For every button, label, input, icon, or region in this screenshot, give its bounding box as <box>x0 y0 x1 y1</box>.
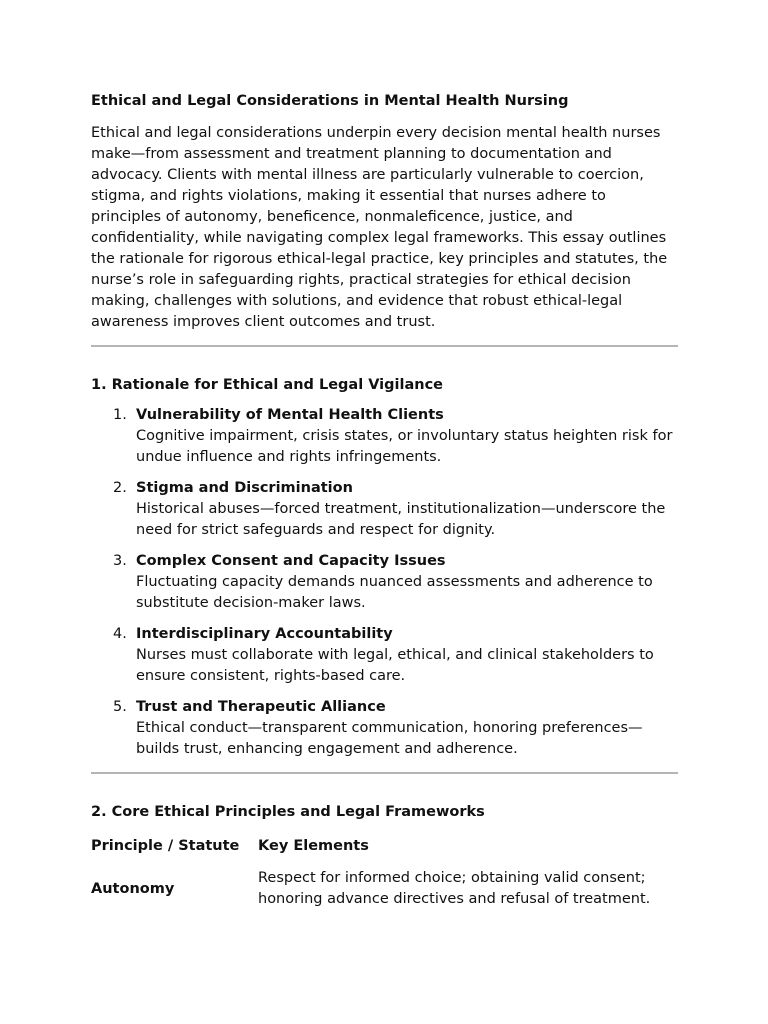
list-item-body: Historical abuses—forced treatment, institutionalization—underscore the need for strict safeguards and respect for dignity. <box>136 501 666 538</box>
column-header-elements: Key Elements <box>258 838 369 854</box>
section-divider <box>91 772 678 774</box>
rationale-list <box>91 405 678 760</box>
list-item-number: 3. <box>113 553 127 569</box>
principle-cell: Autonomy <box>91 880 175 897</box>
list-item-title: Vulnerability of Mental Health Clients <box>136 407 444 423</box>
section-divider <box>91 345 678 347</box>
principles-table <box>91 836 678 910</box>
list-item-title: Trust and Therapeutic Alliance <box>136 699 386 715</box>
elements-cell: Respect for informed choice; obtaining valid consent; honoring advance directives and refusal of treatment. <box>258 870 651 907</box>
document-title: Ethical and Legal Considerations in Mental Health Nursing <box>91 93 569 109</box>
list-item-title: Interdisciplinary Accountability <box>136 626 393 642</box>
list-item-body: Nurses must collaborate with legal, ethical, and clinical stakeholders to ensure consistent, rights-based care. <box>136 647 654 684</box>
list-item <box>91 697 678 760</box>
list-item-number: 2. <box>113 480 127 496</box>
list-item-body: Ethical conduct—transparent communication, honoring preferences—builds trust, enhancing engagement and adherence. <box>136 720 643 757</box>
document-page <box>91 91 678 910</box>
list-item-number: 5. <box>113 699 127 715</box>
section-1-heading: 1. Rationale for Ethical and Legal Vigilance <box>91 377 444 393</box>
intro-paragraph: Ethical and legal considerations underpin every decision mental health nurses make—from assessment and treatment planning to documentation and advocacy. Clients with mental illness are particularly vulnerable to coercion, stigma, and rights violations, making it essential that nurses adhere to principles of autonomy, beneficence, nonmaleficence, justice, and confidentiality, while navigating complex legal frameworks. This essay outlines the rationale for rigorous ethical-legal practice, key principles and statutes, the nurse’s role in safeguarding rights, practical strategies for ethical decision making, challenges with solutions, and evidence that robust ethical-legal awareness improves client outcomes and trust. <box>91 125 668 330</box>
column-header-principle: Principle / Statute <box>91 838 240 854</box>
list-item <box>91 478 678 541</box>
list-item-body: Cognitive impairment, crisis states, or involuntary status heighten risk for undue influence and rights infringements. <box>136 428 673 465</box>
list-item-body: Fluctuating capacity demands nuanced assessments and adherence to substitute decision-maker laws. <box>136 574 653 611</box>
table-header-row <box>91 836 678 868</box>
list-item <box>91 624 678 687</box>
list-item-title: Complex Consent and Capacity Issues <box>136 553 446 569</box>
list-item-number: 4. <box>113 626 127 642</box>
list-item <box>91 551 678 614</box>
list-item-number: 1. <box>113 407 127 423</box>
section-2-heading: 2. Core Ethical Principles and Legal Frameworks <box>91 804 485 820</box>
list-item-title: Stigma and Discrimination <box>136 480 353 496</box>
list-item <box>91 405 678 468</box>
table-row <box>91 868 678 910</box>
